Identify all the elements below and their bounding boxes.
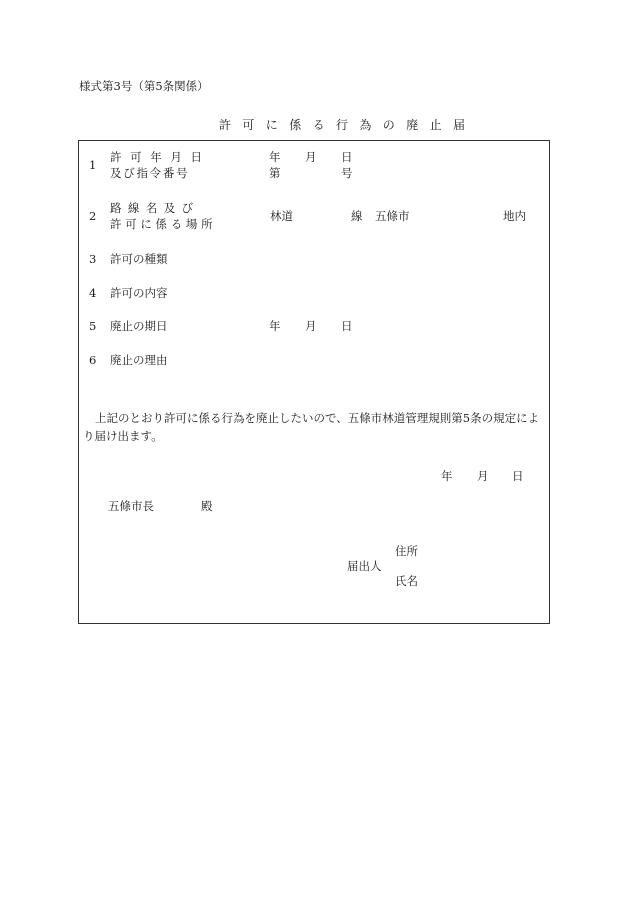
applicant-name-label: 氏名 (395, 574, 418, 588)
row-1-go: 号 (341, 166, 353, 180)
submission-month: 月 (477, 469, 489, 483)
row-2-label-line2: 許可に係る場所 (110, 217, 217, 231)
row-6-label: 廃止の理由 (110, 353, 168, 367)
row-3-label: 許可の種類 (110, 252, 168, 266)
row-1-number: 1 (89, 158, 97, 172)
row-2-number: 2 (89, 209, 97, 223)
applicant-label: 届出人 (347, 559, 382, 573)
row-3-number: 3 (89, 252, 97, 266)
row-1-day: 日 (341, 150, 353, 164)
row-4-label: 許可の内容 (110, 286, 168, 300)
statement-text: 上記のとおり許可に係る行為を廃止したいので、五條市林道管理規則第5条の規定により届け出ます。 (83, 411, 540, 443)
form-label: 様式第3号（第5条関係） (79, 79, 209, 93)
form-title: 許可に係る行為の廃止届 (219, 118, 477, 132)
row-4-number: 4 (89, 286, 97, 300)
submission-day: 日 (512, 469, 524, 483)
row-5-year: 年 (269, 319, 281, 333)
addressee-honorific: 殿 (201, 499, 213, 513)
row-2-label-line1: 路 線 名 及 び (110, 201, 195, 215)
row-2-city: 五條市 (375, 209, 410, 223)
row-5-day: 日 (341, 319, 353, 333)
row-1-label-line2: 及び指令番号 (110, 166, 190, 180)
row-5-label: 廃止の期日 (110, 319, 168, 333)
row-1-year: 年 (269, 150, 281, 164)
row-1-month: 月 (305, 150, 317, 164)
addressee-name: 五條市長 (108, 499, 154, 513)
row-5-number: 5 (89, 319, 97, 333)
row-1-dai: 第 (269, 166, 281, 180)
row-6-number: 6 (89, 353, 97, 367)
row-1-label-line1: 許可年月日 (110, 150, 211, 164)
row-2-chinai: 地内 (503, 209, 526, 223)
row-2-rindo: 林道 (270, 209, 293, 223)
row-2-sen: 線 (351, 209, 363, 223)
applicant-address-label: 住所 (395, 544, 418, 558)
row-5-month: 月 (305, 319, 317, 333)
submission-year: 年 (441, 469, 453, 483)
